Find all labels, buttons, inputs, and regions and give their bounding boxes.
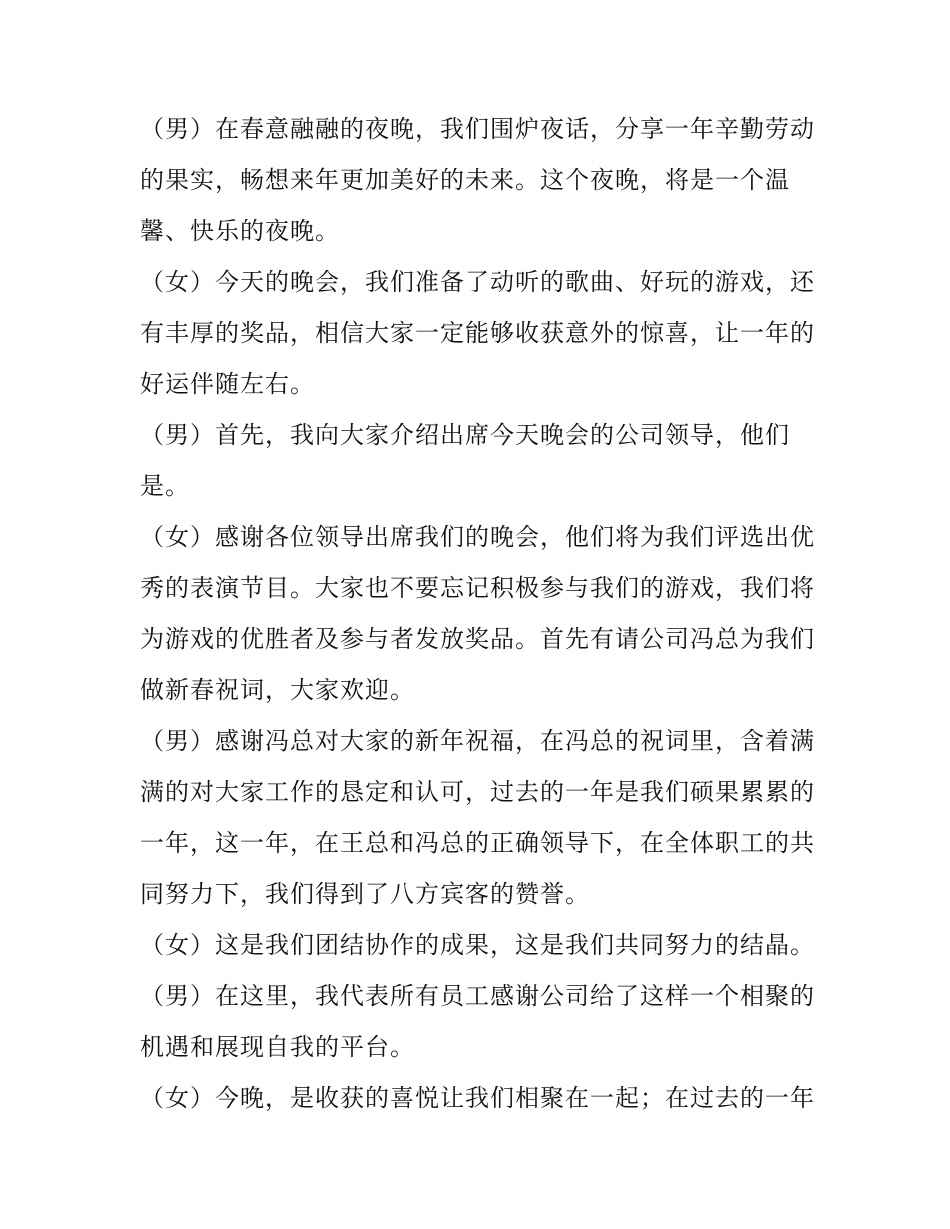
text-line: （男）在春意融融的夜晚，我们围炉夜话，分享一年辛勤劳动 [140,115,815,143]
text-line: 做新春祝词，大家欢迎。 [140,676,415,704]
text-line: 一年，这一年，在王总和冯总的正确领导下，在全体职工的共 [140,829,815,857]
paragraph-1 [140,104,820,257]
text-line: 有丰厚的奖品，相信大家一定能够收获意外的惊喜，让一年的 [140,319,815,347]
text-line: 是。 [140,472,190,500]
paragraph-6 [140,920,820,971]
text-line: （女）感谢各位领导出席我们的晚会，他们将为我们评选出优 [140,523,815,551]
paragraph-8 [140,1073,820,1124]
paragraph-4 [140,512,820,716]
paragraph-2 [140,257,820,410]
text-line: 馨、快乐的夜晚。 [140,217,340,245]
text-line: 为游戏的优胜者及参与者发放奖品。首先有请公司冯总为我们 [140,625,815,653]
text-line: 秀的表演节目。大家也不要忘记积极参与我们的游戏，我们将 [140,574,815,602]
paragraph-5 [140,716,820,920]
text-line: 机遇和展现自我的平台。 [140,1033,415,1061]
text-line: （女）今天的晚会，我们准备了动听的歌曲、好玩的游戏，还 [140,268,815,296]
text-line: （男）感谢冯总对大家的新年祝福，在冯总的祝词里，含着满 [140,727,815,755]
text-line: （男）首先，我向大家介绍出席今天晚会的公司领导，他们 [140,421,790,449]
text-line: 的果实，畅想来年更加美好的未来。这个夜晚，将是一个温 [140,166,790,194]
text-line: 好运伴随左右。 [140,370,315,398]
text-line: （男）在这里，我代表所有员工感谢公司给了这样一个相聚的 [140,982,815,1010]
text-line: （女）这是我们团结协作的成果，这是我们共同努力的结晶。 [140,931,815,959]
document-body [140,104,820,1124]
text-line: 同努力下，我们得到了八方宾客的赞誉。 [140,880,590,908]
text-line: （女）今晚，是收获的喜悦让我们相聚在一起；在过去的一年 [140,1084,815,1112]
paragraph-7 [140,971,820,1073]
text-line: 满的对大家工作的恳定和认可，过去的一年是我们硕果累累的 [140,778,815,806]
paragraph-3 [140,410,820,512]
